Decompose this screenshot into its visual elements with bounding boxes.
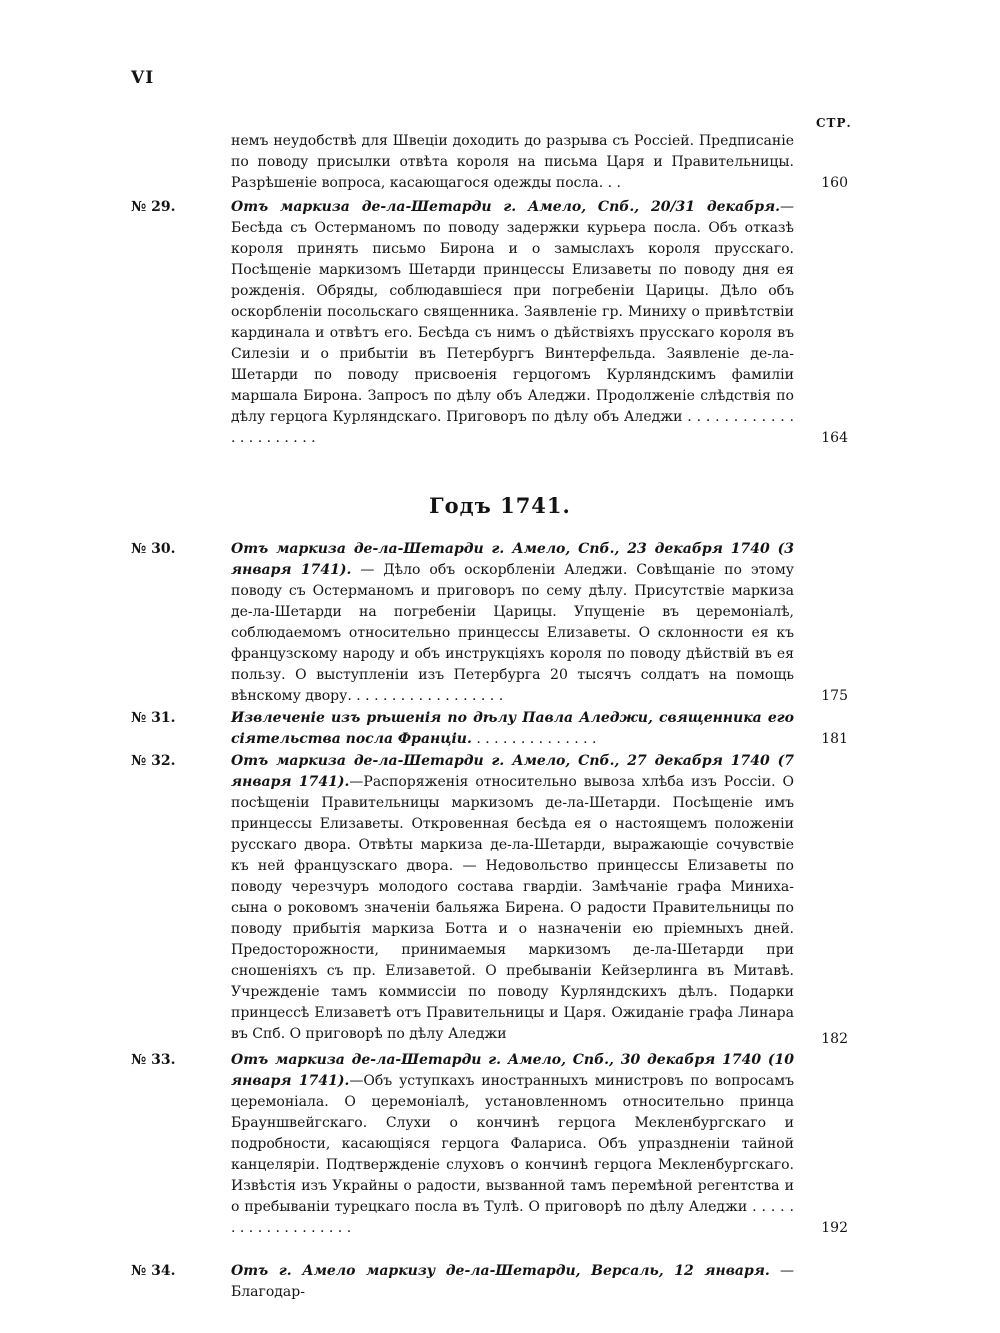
entry-number: № 31. [131,710,176,726]
entry-page-number: 164 [821,430,848,446]
entry-source: Извлеченіе изъ рѣшенія по дѣлу Павла Аледжи, священника его сіятельства посла Франціи. [231,710,794,747]
entry-text: немъ неудобствѣ для Швеціи доходить до разрыва съ Россіей. Предписаніе по поводу присылки отвѣта короля на письма Царя и Правительницы. Разрѣшеніе вопроса, касающагося одежды посла. . . [231,133,794,191]
entry-number: № 32. [131,753,176,769]
entry-source: Отъ маркиза де-ла-Шетарди г. Амело, Спб., 23 декабря 1740 (3 января 1741). [231,541,794,578]
entry-number: № 33. [131,1052,176,1068]
entry-number: № 34. [131,1263,176,1279]
entry-page-number: 160 [821,175,848,191]
page-column-header: СТР. [816,116,852,130]
entry-number: № 30. [131,541,176,557]
entry-text: Отъ маркиза де-ла-Шетарди г. Амело, Спб., 23 декабря 1740 (3 января 1741). — Дѣло объ оскорбленіи Аледжи. Совѣщаніе по этому поводу съ Остерманомъ и приговоръ по сему дѣлу. Присутствіе маркиза де-ла-Шетарди на погребеніи Царицы. Упущеніе въ церемоніалѣ, соблюдаемомъ относительно принцессы Елизаветы. О склонности ея къ французскому народу и объ инструкціяхъ короля по поводу дѣйствій въ ея пользу. О выступленіи изъ Петербурга 20 тысячъ солдатъ на помощь вѣнскому двору. . . . . . . . . . . . . . . . . . [231,541,794,704]
entry-text: Отъ маркиза де-ла-Шетарди г. Амело, Спб., 30 декабря 1740 (10 января 1741).—Объ уступкахъ иностранныхъ министровъ по вопросамъ церемоніала. О церемоніалѣ, установленномъ относительно принца Брауншвейгскаго. Слухи о кончинѣ герцога Мекленбургскаго и подробности, касающіяся герцога Фалариса. Объ упраздненіи тайной канцеляріи. Подтвержденіе слуховъ о кончинѣ герцога Мекленбургскаго. Извѣстія изъ Украйны о радости, вызванной тамъ перемѣной регентства и о пребываніи турецкаго посла въ Тулѣ. О приговорѣ по дѣлу Аледжи . . . . . . . . . . . . . . . . . . . [231,1052,794,1236]
entry-text: Отъ маркиза де-ла-Шетарди г. Амело, Спб., 27 декабря 1740 (7 января 1741).—Распоряженія относительно вывоза хлѣба изъ Россіи. О посѣщеніи Правительницы маркизомъ де-ла-Шетарди. Посѣщеніе имъ принцессы Елизаветы. Откровенная бесѣда ея о настоящемъ положеніи русскаго двора. Отвѣты маркиза де-ла-Шетарди, выражающіе сочувствіе къ ней французскаго двора. — Недовольство принцессы Елизаветы по поводу черезчуръ молодого состава гвардіи. Замѣчаніе графа Миниха-сына о роковомъ значеніи бальяжа Бирена. О радости Правительницы по поводу прибытія маркиза Ботта и о назначеніи ею пріемныхъ дней. Предосторожности, принимаемыя маркизомъ де-ла-Шетарди при сношеніяхъ съ пр. Елизаветой. О пребываніи Кейзерлинга въ Митавѣ. Учрежденіе тамъ коммиссіи по поводу Курляндскихъ дѣлъ. Подарки принцессѣ Елизаветѣ отъ Правительницы и Царя. Ожиданіе графа Линара въ Спб. О приговорѣ по дѣлу Аледжи [231,753,795,1042]
entry-page-number: 182 [821,1031,848,1047]
entry-page-number: 181 [821,731,848,747]
entry-text: Отъ маркиза де-ла-Шетарди г. Амело, Спб., 20/31 декабря.—Бесѣда съ Остерманомъ по поводу задержки курьера посла. Объ отказѣ короля принять письмо Бирона и о замыслахъ короля прусскаго. Посѣщеніе маркизомъ Шетарди принцессы Елизаветы по поводу дня ея рожденія. Обряды, соблюдавшіеся при погребеніи Царицы. Дѣло объ оскорбленіи посольскаго священника. Заявленіе гр. Миниху о привѣтствіи кардинала и отвѣтъ его. Бесѣда съ нимъ о дѣйствіяхъ прусскаго короля въ Силезіи и о прибытіи въ Петербургъ Винтерфельда. Заявленіе де-ла-Шетарди по поводу присвоенія герцогомъ Курляндскимъ фамиліи маршала Бирона. Запросъ по дѣлу объ Аледжи. Продолженіе слѣдствія по дѣлу герцога Курляндскаго. Приговоръ по дѣлу объ Аледжи . . . . . . . . . . . . . . . . . . . . . . [231,199,794,446]
entry-text: Отъ г. Амело маркизу де-ла-Шетарди, Версаль, 12 января. — Благодар- [231,1263,794,1300]
entry-page-number: 192 [821,1220,848,1236]
entry-page-number: 175 [821,688,848,704]
entry-text: Извлеченіе изъ рѣшенія по дѣлу Павла Аледжи, священника его сіятельства посла Франціи. . . . . . . . . . . . . . . [231,710,794,747]
entry-source: Отъ маркиза де-ла-Шетарди г. Амело, Спб., 27 декабря 1740 (7 января 1741). [231,753,794,790]
page-number: VI [131,68,155,88]
entry-source: Отъ г. Амело маркизу де-ла-Шетарди, Версаль, 12 января. [231,1263,770,1279]
entry-source: Отъ маркиза де-ла-Шетарди г. Амело, Спб., 20/31 декабря. [231,199,780,215]
entry-source: Отъ маркиза де-ла-Шетарди г. Амело, Спб., 30 декабря 1740 (10 января 1741). [231,1052,794,1089]
year-heading: Годъ 1741. [429,493,571,518]
entry-number: № 29. [131,199,176,215]
